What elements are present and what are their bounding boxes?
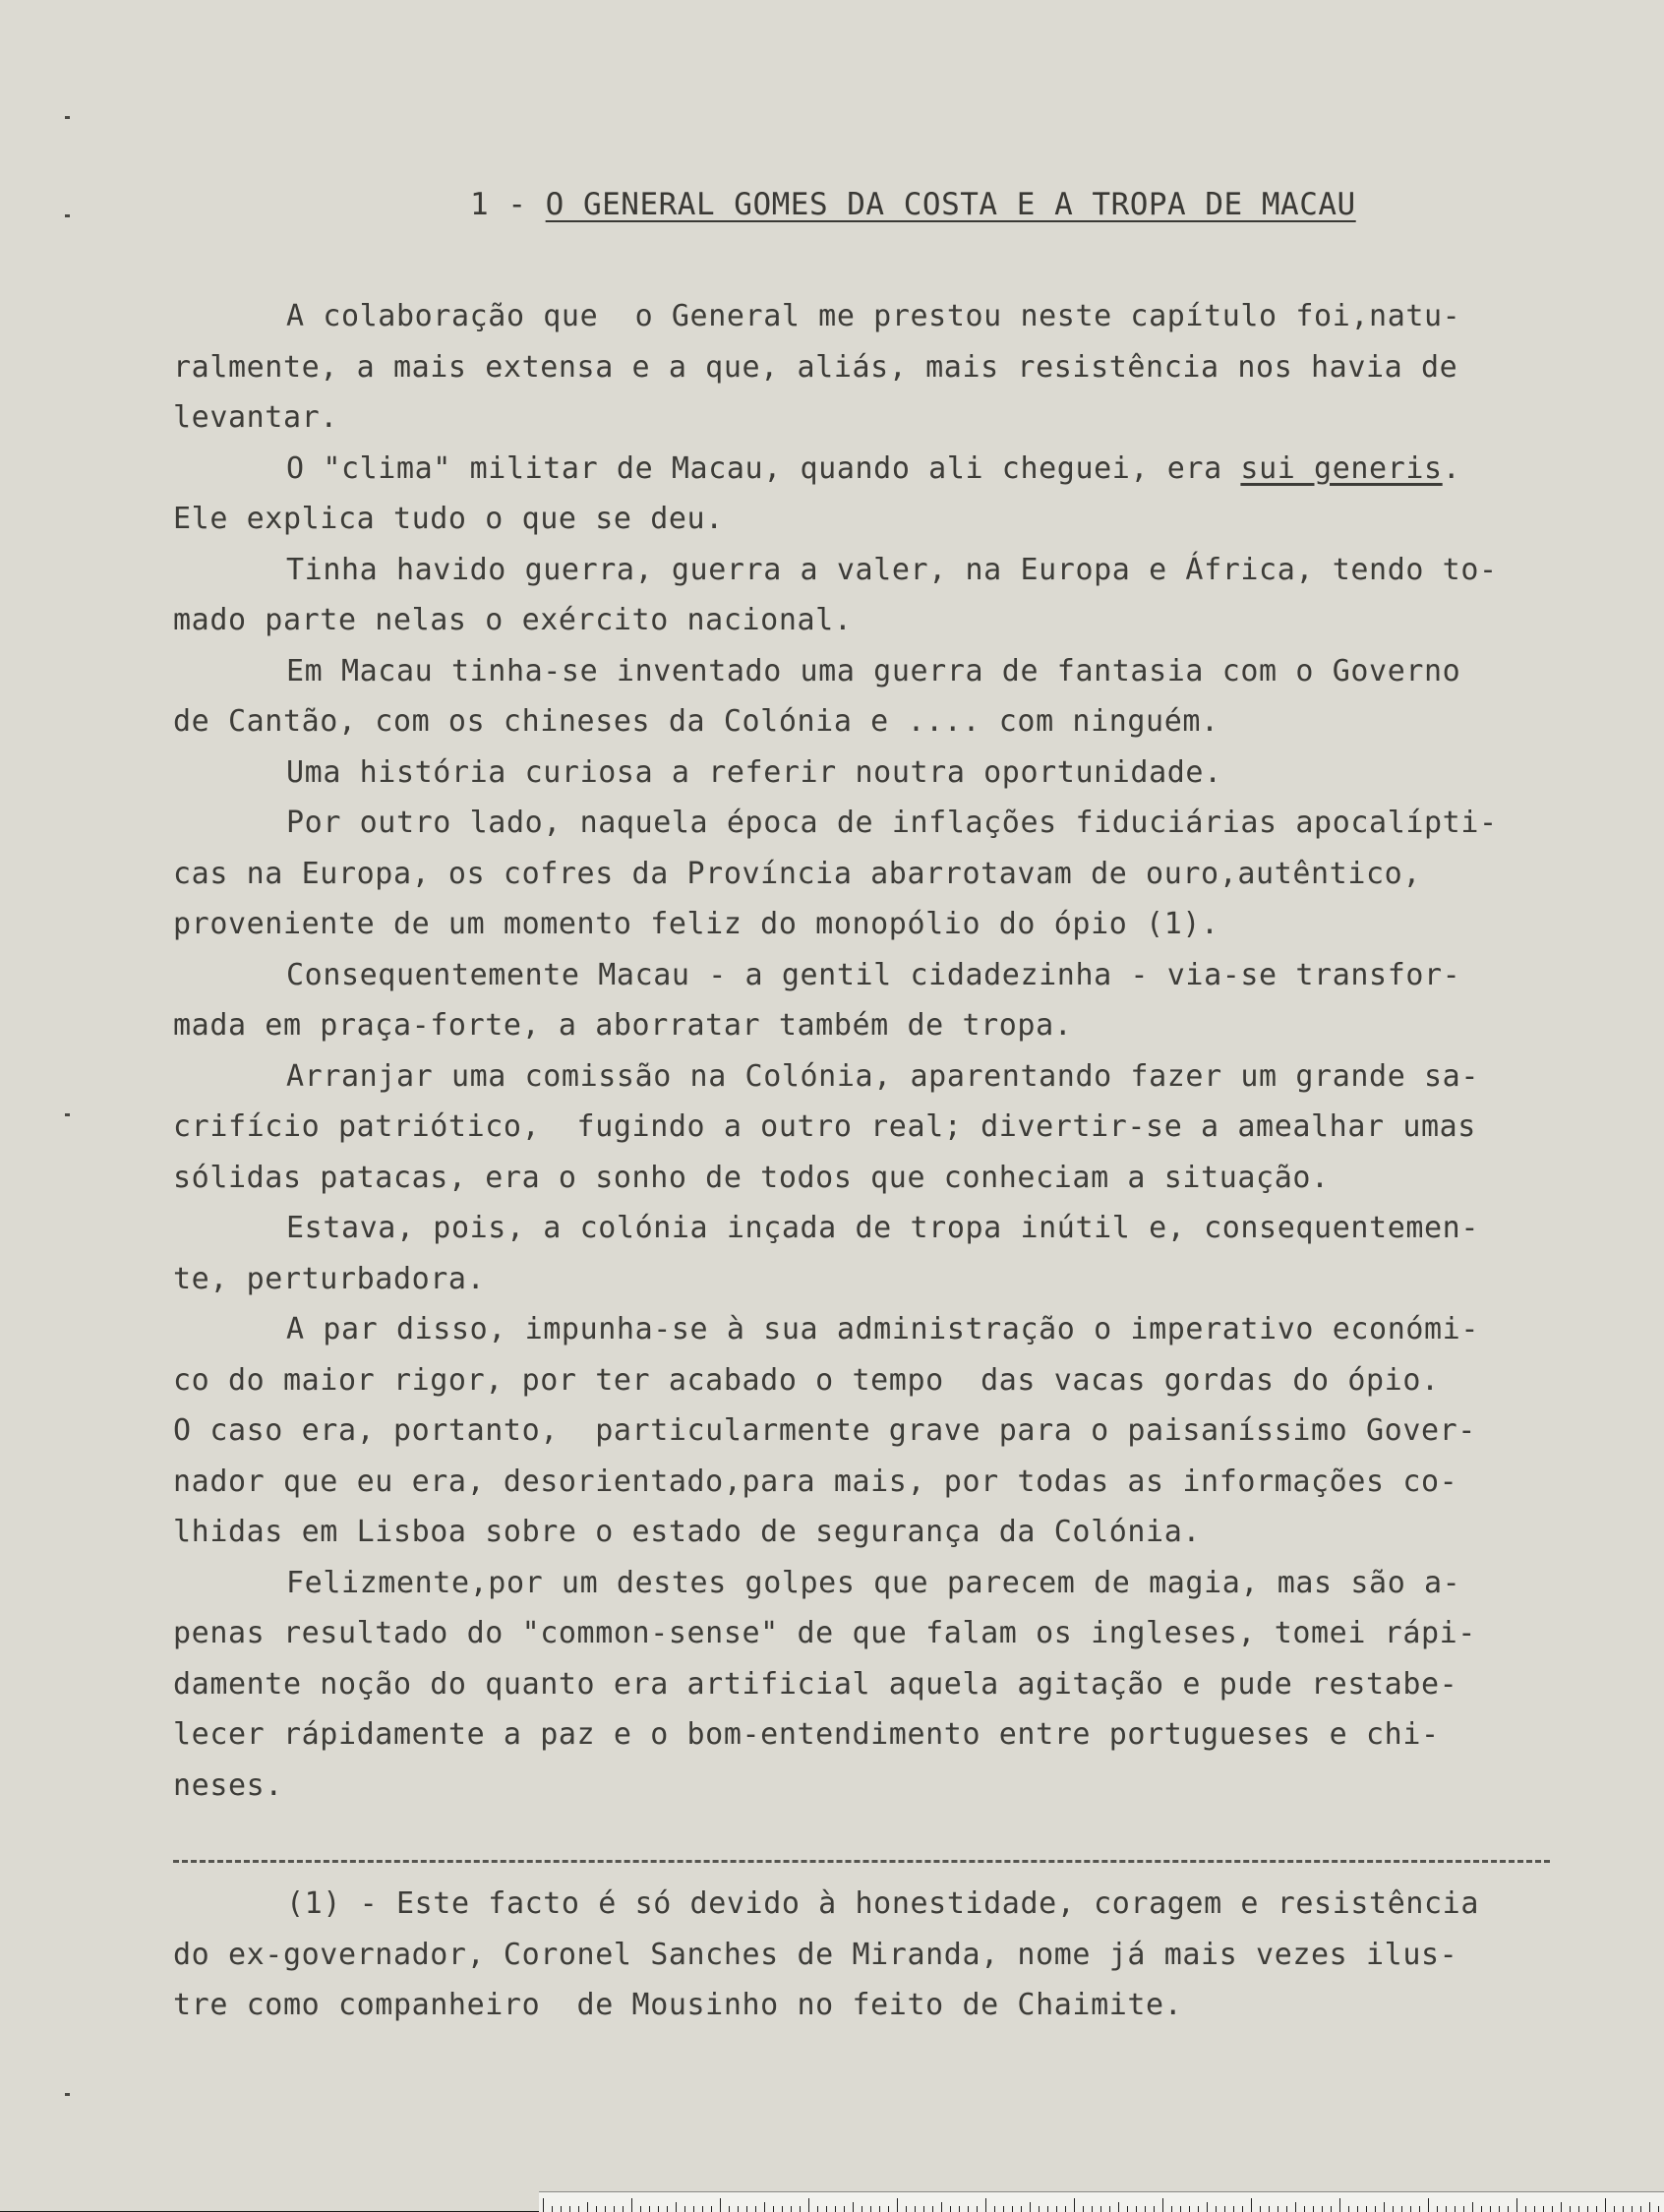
body-line: [173, 798, 1570, 849]
body-line: [173, 899, 1570, 950]
ruler-tick: [1499, 2206, 1500, 2212]
body-line: [173, 291, 1570, 342]
body-line: [173, 696, 1570, 747]
body-line: [173, 1254, 1570, 1305]
ruler-tick: [1056, 2206, 1057, 2212]
ruler-tick: [1145, 2206, 1146, 2212]
body-line: [173, 392, 1570, 444]
body-line: [173, 545, 1570, 596]
body-line-text: Ele explica tudo o que se deu.: [173, 502, 724, 536]
body-line-text: O "clima" militar de Macau, quando ali cheguei, era: [286, 450, 1241, 486]
ruler-tick: [711, 2206, 712, 2212]
ruler-tick: [1366, 2206, 1367, 2212]
chapter-title: [470, 183, 1414, 226]
footnote: [173, 1879, 1570, 2031]
ruler-tick: [1437, 2206, 1438, 2212]
ruler-tick: [605, 2206, 606, 2212]
margin-mark: [65, 116, 70, 119]
ruler-tick: [923, 2206, 924, 2212]
ruler-tick: [1216, 2206, 1217, 2212]
body-line: [173, 1304, 1570, 1355]
ruler-tick: [800, 2206, 801, 2212]
body-line: [173, 1659, 1570, 1710]
ruler-tick: [888, 2206, 889, 2212]
ruler-tick: [1525, 2206, 1526, 2212]
body-line-text: lhidas em Lisboa sobre o estado de segurança da Colónia.: [173, 1515, 1202, 1549]
ruler-tick: [932, 2206, 933, 2212]
body-line-text: co do maior rigor, por ter acabado o tempo das vacas gordas do ópio.: [173, 1362, 1440, 1398]
ruler-tick: [738, 2206, 739, 2212]
ruler-tick: [915, 2206, 916, 2212]
ruler-tick: [1109, 2206, 1110, 2212]
ruler-tick: [1198, 2206, 1199, 2212]
ruler-tick: [959, 2206, 960, 2212]
ruler-tick: [1260, 2206, 1261, 2212]
ruler-tick: [1100, 2206, 1101, 2212]
ruler-tick: [1322, 2206, 1323, 2212]
ruler-tick: [1171, 2206, 1172, 2212]
body-line-text: A par disso, impunha-se à sua administração o imperativo económi-: [286, 1312, 1479, 1346]
body-line-text: Consequentemente Macau - a gentil cidadezinha - via-se transfor-: [286, 957, 1461, 992]
ruler-tick: [667, 2206, 668, 2212]
ruler-tick: [897, 2198, 898, 2212]
ruler-tick: [1136, 2206, 1137, 2212]
body-line-text: damente noção do quanto era artificial aquela agitação e pude restabe-: [173, 1666, 1458, 1702]
scan-ruler: [539, 2191, 1664, 2212]
body-line: [173, 1507, 1570, 1558]
ruler-tick: [1348, 2206, 1349, 2212]
ruler-tick: [1357, 2206, 1358, 2212]
body-line-text: Em Macau tinha-se inventado uma guerra de fantasia com o Governo: [286, 653, 1461, 688]
body-line-text: mada em praça-forte, a aborratar também de tropa.: [173, 1008, 1073, 1043]
margin-mark: [65, 2093, 70, 2096]
body-line: [173, 1761, 1570, 1812]
body-line-text: nador que eu era, desorientado,para mais, por todas as informações co-: [173, 1464, 1458, 1499]
body-line: [173, 1000, 1570, 1051]
ruler-tick: [870, 2206, 871, 2212]
ruler-tick: [1286, 2206, 1287, 2212]
body-line: [173, 444, 1570, 495]
body-line-text: O caso era, portanto, particularmente grave para o paisaníssimo Gover-: [173, 1413, 1476, 1448]
body-line-text: cas na Europa, os cofres da Província abarrotavam de ouro,autêntico,: [173, 856, 1421, 891]
ruler-tick: [1570, 2206, 1571, 2212]
ruler-tick: [1401, 2206, 1402, 2212]
ruler-tick: [1410, 2206, 1411, 2212]
body-line-text: levantar.: [173, 400, 338, 435]
ruler-tick: [906, 2206, 907, 2212]
ruler-tick: [835, 2206, 836, 2212]
ruler-tick: [791, 2206, 792, 2212]
ruler-tick: [1455, 2206, 1456, 2212]
footnote-line-text: (1) - Este facto é só devido à honestidade, coragem e resistência: [286, 1886, 1479, 1921]
ruler-tick: [1304, 2206, 1305, 2212]
body-line: [173, 1153, 1570, 1204]
ruler-tick: [968, 2206, 969, 2212]
body-line: [173, 1608, 1570, 1659]
ruler-tick: [729, 2206, 730, 2212]
ruler-tick: [1446, 2206, 1447, 2212]
ruler-tick: [1393, 2206, 1394, 2212]
ruler-tick: [1127, 2206, 1128, 2212]
ruler-tick: [844, 2206, 845, 2212]
ruler-tick: [1224, 2206, 1225, 2212]
ruler-tick: [561, 2206, 562, 2212]
margin-mark: [65, 1113, 70, 1116]
body-line: [173, 1709, 1570, 1761]
ruler-tick: [1623, 2206, 1624, 2212]
ruler-tick: [817, 2206, 818, 2212]
ruler-tick: [977, 2206, 978, 2212]
ruler-tick: [879, 2206, 880, 2212]
ruler-tick: [755, 2206, 756, 2212]
ruler-tick: [1632, 2206, 1633, 2212]
ruler-tick: [808, 2198, 809, 2212]
underlined-term: sui generis: [1240, 450, 1443, 486]
body-line-text: Felizmente,por um destes golpes que parecem de magia, mas são a-: [286, 1565, 1461, 1600]
margin-mark: [65, 214, 70, 217]
ruler-tick: [1154, 2206, 1155, 2212]
ruler-tick: [1083, 2206, 1084, 2212]
body-line-text: Tinha havido guerra, guerra a valer, na Europa e África, tendo to-: [286, 552, 1498, 587]
body-line: [173, 1203, 1570, 1254]
ruler-tick: [1003, 2206, 1004, 2212]
ruler-tick: [1508, 2206, 1509, 2212]
ruler-tick: [1012, 2206, 1013, 2212]
body-line: [173, 747, 1570, 799]
body-line: [173, 1051, 1570, 1103]
body-line: [173, 494, 1570, 545]
chapter-title-text: O GENERAL GOMES DA COSTA E A TROPA DE MACAU: [545, 187, 1356, 222]
body-line-text: de Cantão, com os chineses da Colónia e .... com ninguém.: [173, 704, 1219, 739]
ruler-tick: [1481, 2206, 1482, 2212]
ruler-tick: [1162, 2198, 1163, 2212]
body-line: [173, 1405, 1570, 1457]
ruler-tick: [543, 2198, 544, 2212]
footnote-separator: [173, 1860, 1550, 1863]
ruler-tick: [1587, 2206, 1588, 2212]
body-line: [173, 1558, 1570, 1609]
ruler-tick: [1605, 2198, 1606, 2212]
body-line: [173, 950, 1570, 1001]
ruler-tick: [1039, 2206, 1040, 2212]
ruler-tick: [1047, 2206, 1048, 2212]
ruler-tick: [1578, 2206, 1579, 2212]
ruler-tick: [578, 2206, 579, 2212]
ruler-tick: [702, 2206, 703, 2212]
body-line: [173, 342, 1570, 393]
ruler-tick: [1516, 2198, 1517, 2212]
footnote-line: [173, 1879, 1570, 1930]
ruler-tick: [1074, 2198, 1075, 2212]
footnote-line: [173, 1980, 1570, 2031]
body-line-text: Uma história curiosa a referir noutra oportunidade.: [286, 754, 1222, 790]
ruler-tick: [1640, 2206, 1641, 2212]
ruler-tick: [1596, 2206, 1597, 2212]
body-line-text: mado parte nelas o exército nacional.: [173, 603, 853, 637]
body-line-text: sólidas patacas, era o sonho de todos que conheciam a situação.: [173, 1160, 1330, 1195]
body-line: [173, 1355, 1570, 1406]
body-line: [173, 1457, 1570, 1508]
ruler-tick: [1428, 2198, 1429, 2212]
ruler-tick: [720, 2198, 721, 2212]
body-line-text: Por outro lado, naquela época de inflações fiduciárias apocalípti-: [286, 806, 1498, 840]
body-line-text: A colaboração que o General me prestou neste capítulo foi,natu-: [286, 299, 1461, 333]
ruler-tick: [1269, 2206, 1270, 2212]
ruler-tick: [631, 2198, 632, 2212]
ruler-tick: [826, 2206, 827, 2212]
ruler-tick: [1251, 2198, 1252, 2212]
ruler-tick: [1490, 2206, 1491, 2212]
ruler-tick: [640, 2206, 641, 2212]
body-line-text: proveniente de um momento feliz do monopólio do ópio (1).: [173, 907, 1219, 941]
body-line: [173, 646, 1570, 697]
ruler-tick: [782, 2206, 783, 2212]
ruler-tick: [614, 2206, 615, 2212]
ruler-tick: [1189, 2206, 1190, 2212]
ruler-tick: [552, 2206, 553, 2212]
ruler-tick: [649, 2206, 650, 2212]
ruler-tick: [994, 2206, 995, 2212]
ruler-tick: [1242, 2206, 1243, 2212]
ruler-tick: [1419, 2206, 1420, 2212]
ruler-tick: [1180, 2206, 1181, 2212]
body-line: [173, 849, 1570, 900]
ruler-tick: [773, 2206, 774, 2212]
ruler-tick: [1021, 2206, 1022, 2212]
body-line-text: penas resultado do "common-sense" de que falam os ingleses, tomei rápi-: [173, 1616, 1476, 1650]
ruler-tick: [1463, 2206, 1464, 2212]
ruler-tick: [693, 2206, 694, 2212]
ruler-tick: [1092, 2206, 1093, 2212]
body-line: [173, 595, 1570, 646]
ruler-tick: [1614, 2206, 1615, 2212]
body-line-text: Estava, pois, a colónia inçada de tropa inútil e, consequentemen-: [286, 1211, 1479, 1245]
body-line-tail: .: [1442, 450, 1461, 486]
ruler-tick: [1552, 2206, 1553, 2212]
ruler-tick: [1375, 2206, 1376, 2212]
body-line-text: lecer rápidamente a paz e o bom-entendimento entre portugueses e chi-: [173, 1717, 1440, 1752]
body-line-text: crifício patriótico, fugindo a outro real; divertir-se a amealhar umas: [173, 1109, 1476, 1144]
footnote-line: [173, 1930, 1570, 1981]
body-line-text: Arranjar uma comissão na Colónia, aparentando fazer um grande sa-: [286, 1058, 1479, 1094]
ruler-tick: [985, 2198, 986, 2212]
ruler-tick: [684, 2206, 685, 2212]
ruler-tick: [1331, 2206, 1332, 2212]
body-text: [173, 291, 1570, 1811]
chapter-number: 1 -: [470, 187, 546, 222]
ruler-tick: [569, 2206, 570, 2212]
ruler-tick: [658, 2206, 659, 2212]
ruler-tick: [1534, 2206, 1535, 2212]
ruler-tick: [950, 2206, 951, 2212]
footnote-line-text: tre como companheiro de Mousinho no feito de Chaimite.: [173, 1988, 1183, 2022]
ruler-tick: [1233, 2206, 1234, 2212]
body-line-text: neses.: [173, 1767, 283, 1803]
ruler-tick: [746, 2206, 747, 2212]
ruler-tick: [1543, 2206, 1544, 2212]
ruler-tick: [1658, 2206, 1659, 2212]
ruler-tick: [1065, 2206, 1066, 2212]
body-line-text: te, perturbadora.: [173, 1261, 486, 1296]
footnote-line-text: do ex-governador, Coronel Sanches de Miranda, nome já mais vezes ilus-: [173, 1937, 1458, 1972]
ruler-tick: [623, 2206, 624, 2212]
ruler-tick: [1339, 2198, 1340, 2212]
body-line: [173, 1102, 1570, 1153]
body-line-text: ralmente, a mais extensa e a que, aliás, mais resistência nos havia de: [173, 349, 1458, 385]
ruler-tick: [1313, 2206, 1314, 2212]
ruler-tick: [596, 2206, 597, 2212]
